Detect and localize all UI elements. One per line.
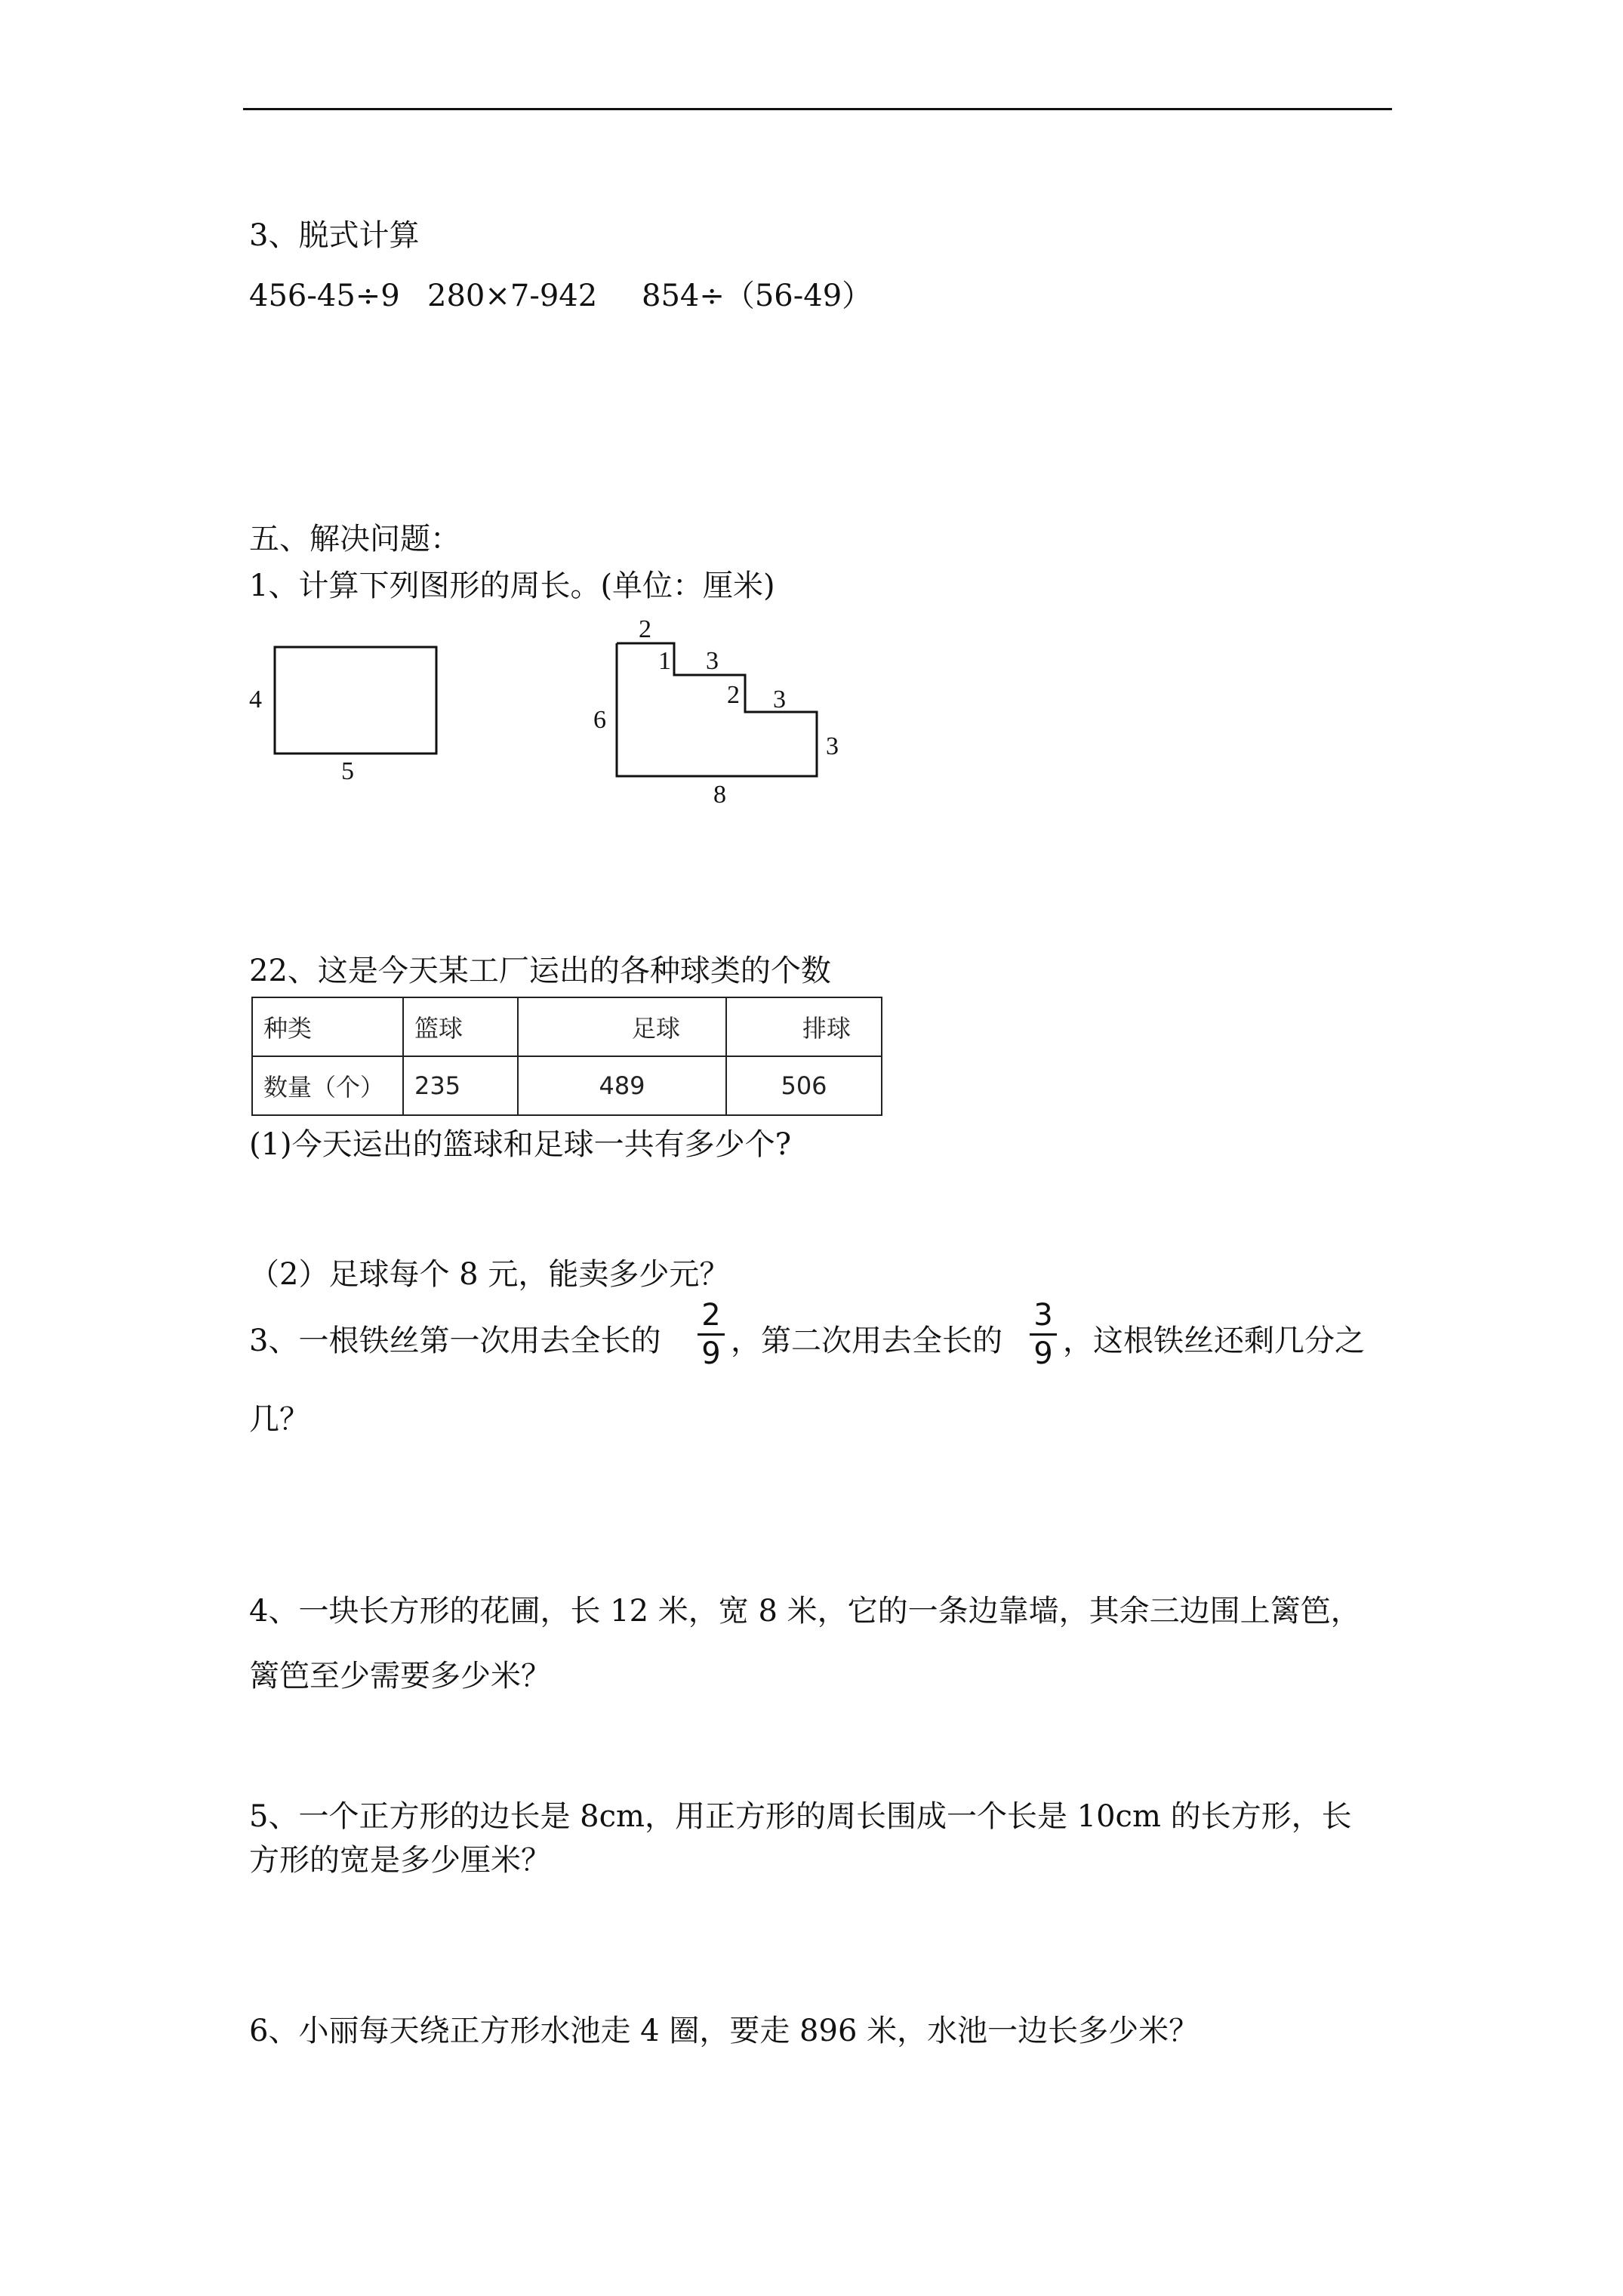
- fraction-bar: [1030, 1333, 1057, 1336]
- fraction-numerator: 3: [1033, 1298, 1053, 1333]
- question-3-part-1: 3、一根铁丝第一次用去全长的: [249, 1324, 661, 1358]
- question-3-part-2: ，第二次用去全长的: [731, 1324, 1002, 1358]
- fraction-2-9: [696, 1299, 726, 1370]
- question-5-line-1: 5、一个正方形的边长是 8cm，用正方形的周长围成一个长是 10cm 的长方形，长: [249, 1799, 1352, 1834]
- ball-count-table: [251, 997, 882, 1116]
- header-cell: 篮球: [403, 997, 518, 1056]
- step1-drop-label: 1: [658, 647, 671, 675]
- question-6-line-1: 6、小丽每天绕正方形水池走 4 圈，要走 896 米，水池一边长多少米？: [249, 2014, 1200, 2048]
- header-cell: 种类: [252, 997, 403, 1056]
- calc-expression-1: 456-45÷9: [249, 279, 400, 313]
- value-cell: 235: [403, 1056, 518, 1115]
- question-4-line-1: 4、一块长方形的花圃，长 12 米，宽 8 米，它的一条边靠墙，其余三边围上篱笆，: [249, 1594, 1361, 1629]
- step2-run-label: 3: [773, 686, 786, 713]
- table-header-row: [252, 997, 882, 1056]
- fraction-bar: [698, 1333, 725, 1336]
- step1-run-label: 3: [706, 647, 719, 675]
- rect-width-label: 5: [341, 757, 354, 785]
- header-cell: 足球: [518, 997, 726, 1056]
- calc-expression-2: 280×7-942: [427, 279, 598, 313]
- value-cell: 489: [518, 1056, 726, 1115]
- question-22-title: 22、这是今天某工厂运出的各种球类的个数: [249, 954, 831, 988]
- row-label-cell: 数量（个）: [252, 1056, 403, 1115]
- perimeter-figures: [0, 0, 1623, 831]
- section-5-title: 五、解决问题：: [249, 522, 460, 556]
- step-right-label: 3: [826, 732, 839, 760]
- rectangle-figure: [275, 647, 436, 754]
- question-3-line-2: 几？: [249, 1402, 310, 1437]
- calc-expression-3: 854÷（56-49）: [642, 279, 873, 313]
- question-22-sub-1: (1)今天运出的篮球和足球一共有多少个?: [249, 1127, 792, 1162]
- question-3-part-3: ，这根铁丝还剩几分之: [1063, 1324, 1365, 1358]
- question-5-line-2: 方形的宽是多少厘米？: [249, 1843, 551, 1878]
- rect-height-label: 4: [249, 686, 262, 713]
- step-bottom-label: 8: [713, 781, 726, 809]
- fraction-numerator: 2: [701, 1298, 721, 1333]
- header-cell: 排球: [726, 997, 882, 1056]
- step2-drop-label: 2: [727, 681, 740, 709]
- step-top-label: 2: [639, 615, 651, 643]
- calc-title: 3、脱式计算: [249, 218, 420, 253]
- value-cell: 506: [726, 1056, 882, 1115]
- question-1: 1、计算下列图形的周长。(单位：厘米): [249, 569, 775, 603]
- fraction-denominator: 9: [701, 1336, 721, 1371]
- question-22-sub-2: （2）足球每个 8 元，能卖多少元？: [249, 1257, 730, 1292]
- fraction-denominator: 9: [1033, 1336, 1053, 1371]
- question-4-line-2: 篱笆至少需要多少米？: [249, 1659, 551, 1693]
- step-left-label: 6: [593, 706, 606, 734]
- fraction-3-9: [1028, 1299, 1058, 1370]
- table-row: [252, 1056, 882, 1115]
